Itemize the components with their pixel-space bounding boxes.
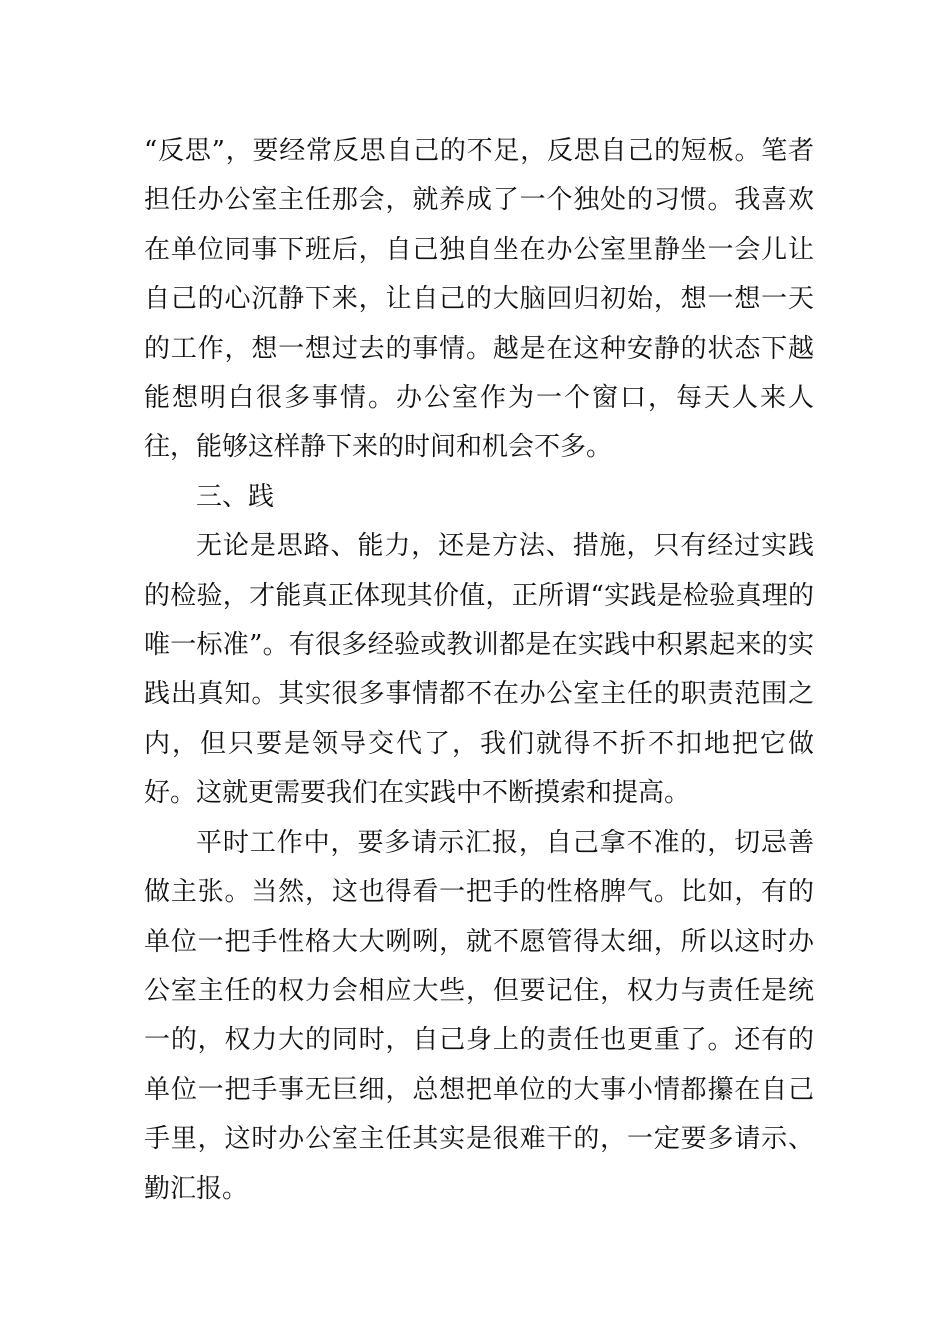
body-text	[144, 127, 814, 1214]
paragraph-reporting: 平时工作中，要多请示汇报，自己拿不准的，切忌善做主张。当然，这也得看一把手的性格脾气。比如，有的单位一把手性格大大咧咧，就不愿管得太细，所以这时办公室主任的权力会相应大些，但要记住，权力与责任是统一的，权力大的同时，自己身上的责任也更重了。还有的单位一把手事无巨细，总想把单位的大事小情都攥在自己手里，这时办公室主任其实是很难干的，一定要多请示、勤汇报。	[144, 827, 814, 1204]
paragraph-reflection-continued: “反思”，要经常反思自己的不足，反思自己的短板。笔者担任办公室主任那会，就养成了一个独处的习惯。我喜欢在单位同事下班后，自己独自坐在办公室里静坐一会儿让自己的心沉静下来，让自己的大脑回归初始，想一想一天的工作，想一想过去的事情。越是在这种安静的状态下越能想明白很多事情。办公室作为一个窗口，每天人来人往，能够这样静下来的时间和机会不多。	[144, 136, 814, 463]
section-heading-practice: 三、践	[196, 481, 275, 512]
paragraph-practice-intro: 无论是思路、能力，还是方法、措施，只有经过实践的检验，才能真正体现其价值，正所谓“实践是检验真理的唯一标准”。有很多经验或教训都是在实践中积累起来的实践出真知。其实很多事情都不在办公室主任的职责范围之内，但只要是领导交代了，我们就得不折不扣地把它做好。这就更需要我们在实践中不断摸索和提高。	[144, 531, 814, 809]
